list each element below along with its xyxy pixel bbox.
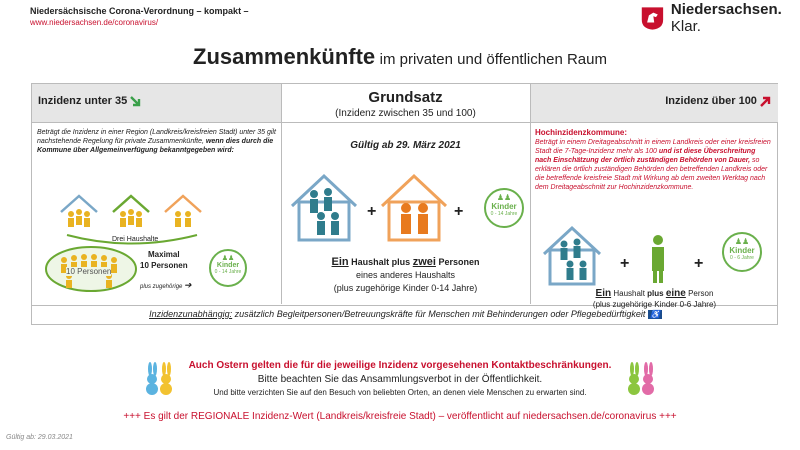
left-heading: Inzidenz unter 35 <box>38 95 141 107</box>
right-household-graphic <box>542 224 722 286</box>
right-heading: Inzidenz über 100 <box>665 95 771 107</box>
arrow-up-right-icon <box>760 96 771 107</box>
title-main: Zusammenkünfte <box>193 44 376 69</box>
page-title <box>0 44 800 70</box>
right-children-note: (plus zugehörige Kinder 0-6 Jahre) <box>592 300 717 309</box>
regional-notice: +++ Es gilt der REGIONALE Inzidenz-Wert (Landkreis/kreisfreie Stadt) – veröffentlicht auf niedersachsen.de/coronavirus +++ <box>123 411 677 422</box>
hochinzidenz-text: Hochinzidenzkommune: Beträgt in einem Dreitageabschnitt in einem Landkreis oder einer kreisfreien Stadt die 7-Tage-Inzidenz mehr als 100 und ist diese Überschreitung nach Einschätzung der örtlich zuständigen Behörden von Dauer, so erklären die örtlich zuständigen Behörden den betreffenden Landkreis oder die betreffende kreisfreie Stadt mit Wirkung ab dem zweiten Werktag nach dem Dreitageabschnitt zur Hochinzidenzkommune. <box>535 128 771 191</box>
easter-line2: Bitte beachten Sie das Ansammlungsverbot in der Öffentlichkeit. <box>257 374 543 385</box>
rules-table <box>31 83 778 325</box>
children-badge-center: ♟♟ Kinder 0 - 14 Jahre <box>484 188 524 228</box>
valid-date: Gültig ab 29. März 2021 <box>350 140 461 151</box>
footer-valid-date: Gültig ab: 29.03.2021 <box>6 434 73 441</box>
three-households-label: Drei Haushalte <box>112 236 159 243</box>
center-rule: Ein Haushalt plus zwei Personen eines anderes Haushalts (plus zugehörige Kinder 0-14 Jahre) <box>331 256 480 293</box>
svg-text:+: + <box>694 255 704 272</box>
max-persons: Maximal 10 Personen <box>140 250 188 270</box>
logo-suffix: Klar. <box>670 18 701 35</box>
logo <box>640 1 800 35</box>
svg-text:+: + <box>620 255 630 272</box>
plus-children-label: plus zugehörige ➔ <box>140 280 192 290</box>
svg-text:+: + <box>367 203 377 220</box>
wheelchair-icon: ♿ <box>649 310 660 319</box>
children-badge-right: ♟♟ Kinder 0 - 6 Jahre <box>722 232 762 272</box>
arrow-down-right-icon <box>130 96 141 107</box>
logo-name: Niedersachsen. <box>670 1 782 18</box>
inzidenzunabhaengig-row: Inzidenzunabhängig: zusätzlich Begleitpersonen/Betreuungskräfte für Menschen mit Behinderungen oder Pflegebedürftigkeit ♿ <box>149 309 660 319</box>
center-subheading: (Inzidenz zwischen 35 und 100) <box>335 108 476 119</box>
child-figures-icon: ♟♟ <box>221 255 235 262</box>
center-heading-block <box>281 89 530 119</box>
header-title: Niedersächsische Corona-Verordnung – kompakt – <box>30 6 249 16</box>
child-figures-icon: ♟♟ <box>496 193 512 202</box>
arrow-right-icon: ➔ <box>184 280 192 290</box>
children-badge-left: ♟♟ Kinder 0 - 14 Jahre <box>209 249 247 287</box>
ten-persons-label: 10 Personen <box>66 267 112 276</box>
right-rule: Ein Haushalt plus eine Person <box>595 288 714 299</box>
child-figures-icon: ♟♟ <box>734 237 750 246</box>
center-heading: Grundsatz <box>368 89 443 106</box>
left-description: Beträgt die Inzidenz in einer Region (Landkreis/kreisfreien Stadt) unter 35 gilt nachstehende Regelung für private Zusammenkünfte, wenn dies durch die Kommune über Allgemeinverfügung bekanntgegeben wird: <box>37 129 276 154</box>
easter-line1: Auch Ostern gelten die für die jeweilige Inzidenz vorgesehenen Kontaktbeschränkungen. <box>188 360 612 371</box>
easter-line3: Und bitte verzichten Sie auf den Besuch von beliebten Orten, an denen viele Menschen zu erwarten sind. <box>213 388 587 397</box>
horse-emblem-icon <box>640 4 665 32</box>
title-sub: im privaten und öffentlichen Raum <box>379 51 607 68</box>
svg-text:+: + <box>454 203 464 220</box>
header-url[interactable]: www.niedersachsen.de/coronavirus/ <box>30 18 159 27</box>
